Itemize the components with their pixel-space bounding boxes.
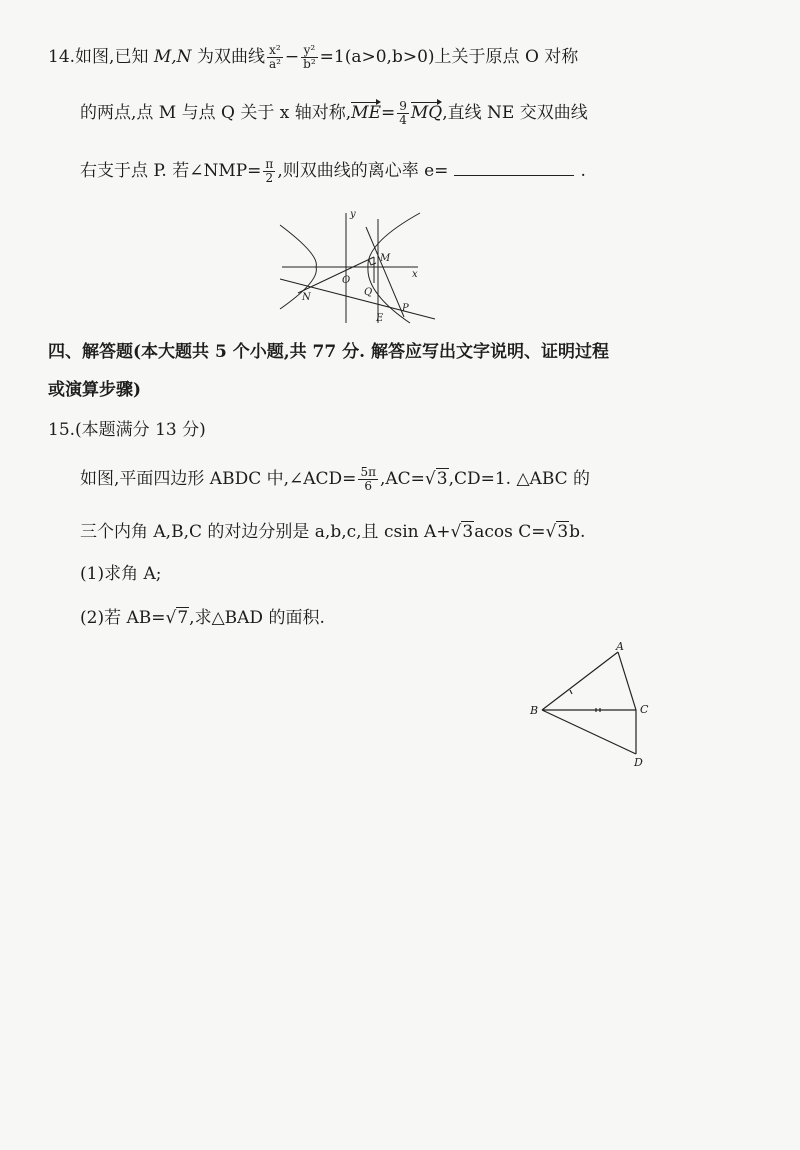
q15-text: 三个内角 A,B,C 的对边分别是 a,b,c,且 csin A+: [80, 522, 451, 542]
q15-text: ,求△BAD 的面积.: [189, 608, 325, 628]
sqrt-3: √3: [545, 522, 569, 542]
section4-title: 四、解答题(本大题共 5 个小题,共 77 分. 解答应写出文字说明、证明过程: [48, 342, 609, 362]
q15-line-2: [80, 520, 585, 544]
label-d: D: [634, 756, 643, 769]
segment-nm: [298, 257, 374, 293]
q14-line-1: [48, 44, 578, 71]
label-c: C: [640, 703, 649, 716]
sqrt-3: √3: [424, 469, 448, 489]
q15-part-1: [80, 562, 162, 586]
q14-hyperbola-figure: [270, 205, 440, 325]
q15-text: ,AC=: [379, 469, 425, 489]
segment-mp: [366, 227, 404, 317]
minus-sign: −: [284, 47, 300, 67]
segment-bd: [542, 710, 636, 754]
tick-mark: [570, 690, 572, 694]
q15-text: acos C=: [474, 522, 546, 542]
label-o: O: [342, 275, 351, 286]
label-y: y: [350, 209, 356, 220]
segment-ba: [542, 652, 618, 710]
fraction-y2-b2: $\frac{\text{y²}}{\text{b²}}$: [303, 43, 316, 71]
q14-line-3: [80, 158, 586, 185]
label-b: B: [530, 704, 539, 717]
q14-text: ,直线 NE 交双曲线: [442, 103, 588, 123]
label-q: Q: [364, 287, 373, 298]
q14-text: 为双曲线: [191, 47, 265, 67]
q15-part-2: [80, 606, 325, 630]
label-n: N: [302, 292, 311, 303]
hyperbola-right-branch: [368, 213, 420, 323]
q14-points: M,N: [153, 47, 192, 67]
q14-line-2: [80, 100, 588, 127]
q15-text: b.: [569, 522, 586, 542]
section4-line-1: [48, 340, 609, 364]
fraction-x2-a2: $\frac{\text{x²}}{\text{a²}}$: [268, 43, 281, 71]
q14-text: ,则双曲线的离心率 e=: [277, 161, 449, 181]
vector-me: ME: [351, 103, 381, 123]
q15-text: (2)若 AB=: [80, 608, 166, 628]
q14-text: =1(a>0,b>0)上关于原点 O 对称: [319, 47, 579, 67]
answer-blank[interactable]: [454, 159, 574, 176]
q15-header: [48, 418, 206, 442]
section4-line-2: [48, 378, 141, 402]
q15-part-1-text: (1)求角 A;: [80, 564, 162, 584]
fraction-9-4: $\frac{9}{4}$: [399, 99, 407, 127]
q14-text: 右支于点 P. 若∠NMP=: [80, 161, 262, 181]
q14-text: 的两点,点 M 与点 Q 关于 x 轴对称,: [80, 103, 352, 123]
label-x: x: [412, 269, 418, 280]
segment-ac: [618, 652, 636, 710]
q15-text: 如图,平面四边形 ABDC 中,∠ACD=: [80, 469, 357, 489]
vector-mq: MQ: [410, 103, 443, 123]
q15-text: ,CD=1. △ABC 的: [448, 469, 591, 489]
label-m: M: [380, 253, 391, 264]
right-angle-mark: [369, 260, 376, 265]
q15-line-1: [80, 466, 590, 493]
sqrt-7: √7: [165, 608, 189, 628]
fraction-pi-2: $\frac{\pi}{2}$: [265, 157, 274, 185]
q14-text: 如图,已知: [75, 47, 154, 67]
label-p: P: [402, 303, 409, 314]
section4-subtitle: 或演算步骤): [48, 380, 142, 400]
sqrt-3: √3: [450, 522, 474, 542]
q15-quadrilateral-figure: [528, 640, 658, 770]
label-a: A: [616, 640, 624, 653]
fraction-5pi-6: $\frac{5\pi}{6}$: [360, 465, 376, 493]
equals-sign: =: [381, 103, 396, 123]
q14-number: 14.: [48, 47, 76, 67]
period: .: [580, 161, 586, 181]
q15-header-text: 15.(本题满分 13 分): [48, 420, 206, 440]
label-e: E: [376, 313, 384, 324]
